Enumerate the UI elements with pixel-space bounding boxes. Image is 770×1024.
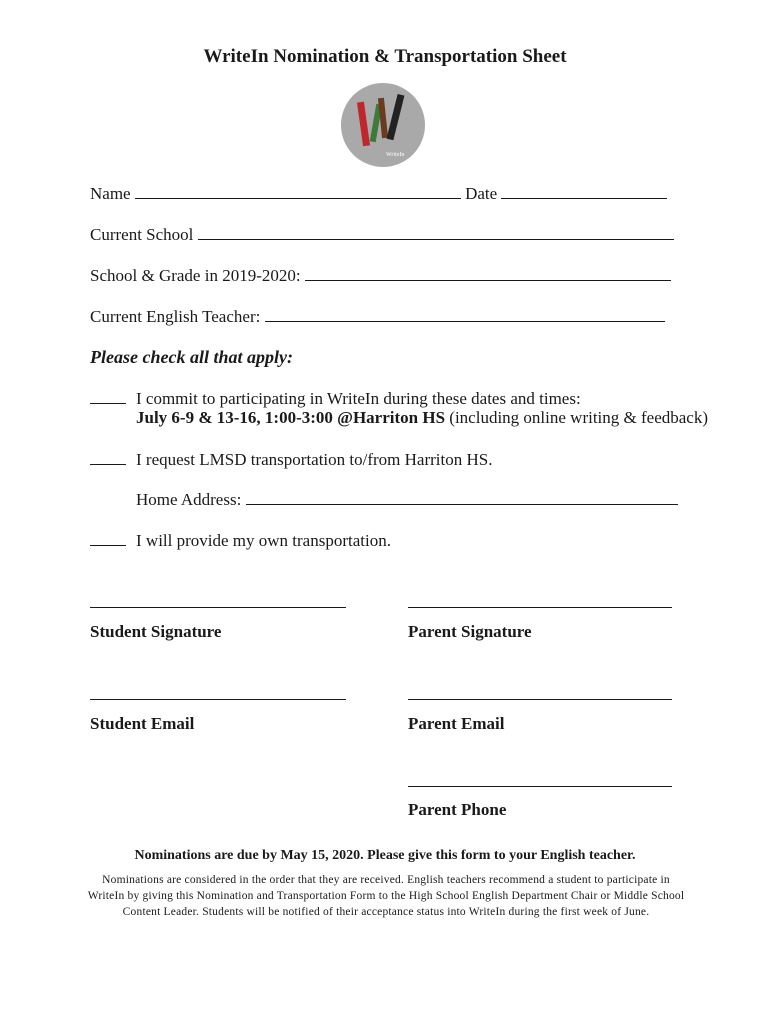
- transport-text: I request LMSD transportation to/from Harriton HS.: [136, 450, 493, 469]
- commit-note: (including online writing & feedback): [449, 408, 708, 427]
- own-transport-checkbox[interactable]: [90, 531, 126, 546]
- school-grade-blank[interactable]: [305, 266, 671, 281]
- transport-checkbox[interactable]: [90, 450, 126, 465]
- checklist-heading: Please check all that apply:: [90, 347, 293, 367]
- student-signature-label: Student Signature: [90, 622, 222, 641]
- parent-email-line[interactable]: [408, 698, 672, 700]
- commit-dates-line: [136, 408, 708, 428]
- date-blank[interactable]: [501, 184, 667, 199]
- transport-item: [90, 450, 126, 470]
- own-transport-text: I will provide my own transportation.: [136, 531, 391, 550]
- english-teacher-blank[interactable]: [265, 307, 665, 322]
- due-notice: Nominations are due by May 15, 2020. Please give this form to your English teacher.: [134, 848, 636, 863]
- home-address-label: Home Address:: [136, 490, 242, 509]
- footer-details: Nominations are considered in the order that they are received. English teachers recommend a student to participate in WriteIn by giving this Nomination and Transportation Form to the High School English Department Chair or Middle School Content Leader. Students will be notified of their acceptance status into WriteIn during the first week of June.: [87, 874, 685, 918]
- own-transport-item: [90, 531, 126, 551]
- name-field[interactable]: [90, 184, 667, 204]
- date-label: Date: [465, 184, 498, 203]
- school-grade-label: School & Grade in 2019-2020:: [90, 266, 301, 285]
- current-school-field[interactable]: [90, 225, 674, 245]
- current-school-label: Current School: [90, 225, 194, 244]
- student-email-label: Student Email: [90, 714, 195, 733]
- parent-signature-label: Parent Signature: [408, 622, 532, 641]
- parent-phone-label: Parent Phone: [408, 800, 507, 819]
- student-email-line[interactable]: [90, 698, 346, 700]
- commit-item: [90, 389, 126, 409]
- writein-logo: [340, 82, 426, 168]
- form-title: WriteIn Nomination & Transportation Sheet: [203, 46, 567, 67]
- name-blank[interactable]: [135, 184, 461, 199]
- home-address-field[interactable]: [136, 490, 678, 510]
- english-teacher-label: Current English Teacher:: [90, 307, 261, 326]
- school-grade-field[interactable]: [90, 266, 671, 286]
- name-label: Name: [90, 184, 131, 203]
- english-teacher-field[interactable]: [90, 307, 665, 327]
- parent-phone-line[interactable]: [408, 785, 672, 787]
- commit-text: I commit to participating in WriteIn during these dates and times:: [136, 389, 581, 408]
- commit-dates: July 6-9 & 13-16, 1:00-3:00 @Harriton HS: [136, 408, 446, 427]
- current-school-blank[interactable]: [198, 225, 674, 240]
- commit-checkbox[interactable]: [90, 389, 126, 404]
- parent-signature-line[interactable]: [408, 606, 672, 608]
- student-signature-line[interactable]: [90, 606, 346, 608]
- parent-email-label: Parent Email: [408, 714, 505, 733]
- logo-text: WriteIn: [386, 152, 405, 158]
- home-address-blank[interactable]: [246, 490, 678, 505]
